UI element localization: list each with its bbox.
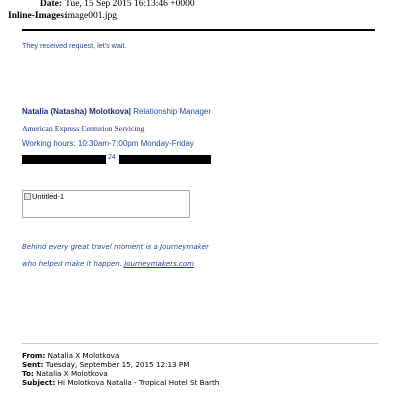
redaction-bar-right — [119, 155, 211, 164]
from-label: From: — [22, 351, 46, 360]
redaction-bar-left — [22, 155, 106, 164]
image-alt-text: Untitled-1 — [32, 192, 65, 201]
body-message: They received request, let's wait. — [22, 41, 127, 50]
redacted-fragment: 24 — [108, 154, 116, 161]
inline-images-line — [8, 11, 117, 21]
signature-separator: | — [128, 107, 131, 116]
subject-label: Subject: — [22, 378, 56, 387]
date-value: Tue, 15 Sep 2015 16:13:46 +0000 — [65, 0, 195, 9]
sent-label: Sent: — [22, 360, 44, 369]
inline-images-label: Inline-Images: — [8, 11, 68, 21]
date-line — [29, 0, 195, 9]
signature-title: Relationship Manager — [133, 107, 212, 116]
signature-hours: Working hours: 10:30am-7:00pm Monday-Friday — [22, 139, 194, 148]
to-label: To: — [22, 369, 34, 378]
header-divider — [22, 29, 375, 31]
subject-line — [22, 378, 219, 387]
sent-value: Tuesday, September 15, 2015 12:13 PM — [45, 360, 190, 369]
inline-images-value: image001.jpg — [65, 11, 117, 21]
signature-name-line — [22, 107, 211, 116]
forwarded-divider — [22, 343, 378, 344]
from-value: Natalia X Molotkova — [47, 351, 120, 360]
broken-image-placeholder — [24, 192, 64, 201]
broken-image-icon — [24, 193, 31, 200]
tagline-line-2 — [22, 260, 194, 268]
sent-line — [22, 360, 189, 369]
to-line — [22, 369, 108, 378]
signature-image — [22, 190, 190, 218]
signature-name: Natalia (Natasha) Molotkova — [22, 107, 129, 116]
journeymakers-link[interactable]: Journeymakers.com — [124, 260, 194, 268]
signature-company: American Express Centurion Servicing — [22, 124, 145, 133]
date-label: Date: — [39, 0, 62, 9]
subject-value: Hi Molotkova Natalia - Tropical Hotel St Barth — [57, 378, 220, 387]
tagline-prefix: who helped make it happen. — [22, 260, 122, 268]
to-value: Natalia X Molotkova — [36, 369, 108, 378]
tagline-line-1: Behind every great travel moment is a Journeymaker — [22, 243, 209, 251]
from-line — [22, 351, 119, 360]
